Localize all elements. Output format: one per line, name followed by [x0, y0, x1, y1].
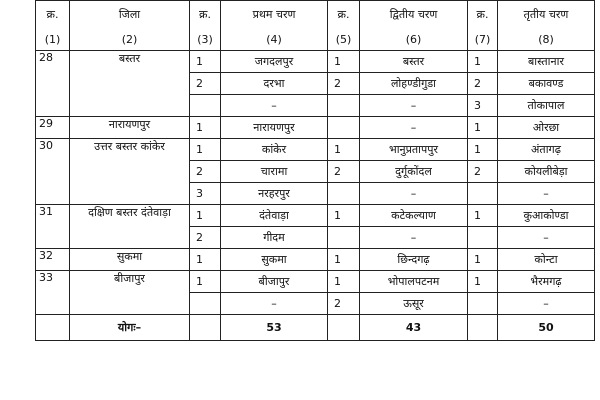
phase1-serial: 1: [190, 249, 221, 271]
phase-schedule-table: [35, 0, 595, 341]
total-phase-2: 43: [360, 315, 468, 341]
phase2-block: दुर्गूकोंदल: [360, 161, 468, 183]
phase1-block: –: [221, 293, 328, 315]
phase1-block: सुकमा: [221, 249, 328, 271]
col-index: (6): [360, 28, 468, 51]
table-row: [36, 271, 595, 293]
phase2-serial: [328, 227, 360, 249]
district-name: बीजापुर: [70, 271, 190, 315]
total-phase-1: 53: [221, 315, 328, 341]
phase3-serial: 2: [468, 161, 498, 183]
phase3-serial: [468, 227, 498, 249]
header-kra-1: क्र.: [36, 1, 70, 29]
phase1-block: कांकेर: [221, 139, 328, 161]
phase2-serial: 1: [328, 51, 360, 73]
phase3-block: तोकापाल: [498, 95, 595, 117]
header-phase-2: द्वितीय चरण: [360, 1, 468, 29]
phase1-serial: 2: [190, 227, 221, 249]
phase2-serial: [328, 183, 360, 205]
phase2-serial: 2: [328, 73, 360, 95]
district-name: बस्तर: [70, 51, 190, 117]
district-number: 32: [36, 249, 70, 271]
phase3-serial: 3: [468, 95, 498, 117]
phase3-serial: 1: [468, 117, 498, 139]
district-number: 29: [36, 117, 70, 139]
phase3-block: कोन्टा: [498, 249, 595, 271]
phase3-block: बकावण्ड: [498, 73, 595, 95]
table-row: [36, 51, 595, 73]
header-phase-1: प्रथम चरण: [221, 1, 328, 29]
phase1-serial: [190, 293, 221, 315]
total-blank: [468, 315, 498, 341]
phase1-serial: 3: [190, 183, 221, 205]
header-kra-2: क्र.: [190, 1, 221, 29]
header-kra-3: क्र.: [328, 1, 360, 29]
phase1-serial: [190, 95, 221, 117]
phase1-serial: 1: [190, 117, 221, 139]
total-phase-3: 50: [498, 315, 595, 341]
phase2-serial: 1: [328, 205, 360, 227]
total-blank: [36, 315, 70, 341]
phase1-block: नरहरपुर: [221, 183, 328, 205]
phase1-block: बीजापुर: [221, 271, 328, 293]
table-row: [36, 205, 595, 227]
phase3-block: ओरछा: [498, 117, 595, 139]
phase2-serial: 1: [328, 249, 360, 271]
phase3-serial: 1: [468, 205, 498, 227]
phase3-block: –: [498, 227, 595, 249]
phase2-block: भोपालपटनम: [360, 271, 468, 293]
phase2-block: –: [360, 117, 468, 139]
col-index: (3): [190, 28, 221, 51]
total-label: योगः–: [70, 315, 190, 341]
phase3-serial: 1: [468, 249, 498, 271]
col-index: (4): [221, 28, 328, 51]
district-number: 33: [36, 271, 70, 315]
phase3-block: –: [498, 183, 595, 205]
phase3-block: कोयलीबेड़ा: [498, 161, 595, 183]
col-index: (5): [328, 28, 360, 51]
phase2-serial: 2: [328, 293, 360, 315]
phase1-serial: 1: [190, 271, 221, 293]
phase3-block: –: [498, 293, 595, 315]
phase2-block: भानुप्रतापपुर: [360, 139, 468, 161]
phase1-serial: 1: [190, 205, 221, 227]
table-row: [36, 139, 595, 161]
phase3-serial: 1: [468, 51, 498, 73]
district-name: सुकमा: [70, 249, 190, 271]
phase3-block: अंतागढ़: [498, 139, 595, 161]
phase2-block: –: [360, 183, 468, 205]
col-index: (1): [36, 28, 70, 51]
district-number: 28: [36, 51, 70, 117]
phase3-serial: [468, 183, 498, 205]
phase2-block: –: [360, 95, 468, 117]
phase2-serial: 1: [328, 271, 360, 293]
phase2-block: ऊसूर: [360, 293, 468, 315]
phase2-serial: 1: [328, 139, 360, 161]
phase3-serial: 2: [468, 73, 498, 95]
total-blank: [328, 315, 360, 341]
header-district: जिला: [70, 1, 190, 29]
phase1-block: –: [221, 95, 328, 117]
phase3-block: भैरमगढ़: [498, 271, 595, 293]
phase2-block: छिन्दगढ़: [360, 249, 468, 271]
phase1-serial: 1: [190, 51, 221, 73]
phase2-block: बस्तर: [360, 51, 468, 73]
district-name: नारायणपुर: [70, 117, 190, 139]
phase1-block: जगदलपुर: [221, 51, 328, 73]
phase2-serial: 2: [328, 161, 360, 183]
phase2-serial: [328, 95, 360, 117]
header-phase-3: तृतीय चरण: [498, 1, 595, 29]
phase1-serial: 1: [190, 139, 221, 161]
phase1-block: दरभा: [221, 73, 328, 95]
phase3-block: बास्तानार: [498, 51, 595, 73]
phase1-serial: 2: [190, 73, 221, 95]
col-index: (7): [468, 28, 498, 51]
phase3-serial: [468, 293, 498, 315]
col-index: (8): [498, 28, 595, 51]
phase2-serial: [328, 117, 360, 139]
district-number: 30: [36, 139, 70, 205]
header-kra-4: क्र.: [468, 1, 498, 29]
phase2-block: कटेकल्याण: [360, 205, 468, 227]
phase2-block: –: [360, 227, 468, 249]
district-number: 31: [36, 205, 70, 249]
district-name: दक्षिण बस्तर दंतेवाड़ा: [70, 205, 190, 249]
column-index-row: [36, 28, 595, 51]
phase1-block: दंतेवाड़ा: [221, 205, 328, 227]
phase1-block: गीदम: [221, 227, 328, 249]
total-row: [36, 315, 595, 341]
phase1-block: नारायणपुर: [221, 117, 328, 139]
phase3-serial: 1: [468, 139, 498, 161]
phase2-block: लोहण्डीगुडा: [360, 73, 468, 95]
table-row: [36, 117, 595, 139]
total-blank: [190, 315, 221, 341]
phase1-serial: 2: [190, 161, 221, 183]
header-row: [36, 1, 595, 29]
table-row: [36, 249, 595, 271]
phase3-block: कुआकोण्डा: [498, 205, 595, 227]
district-name: उत्तर बस्तर कांकेर: [70, 139, 190, 205]
col-index: (2): [70, 28, 190, 51]
phase3-serial: 1: [468, 271, 498, 293]
phase1-block: चारामा: [221, 161, 328, 183]
